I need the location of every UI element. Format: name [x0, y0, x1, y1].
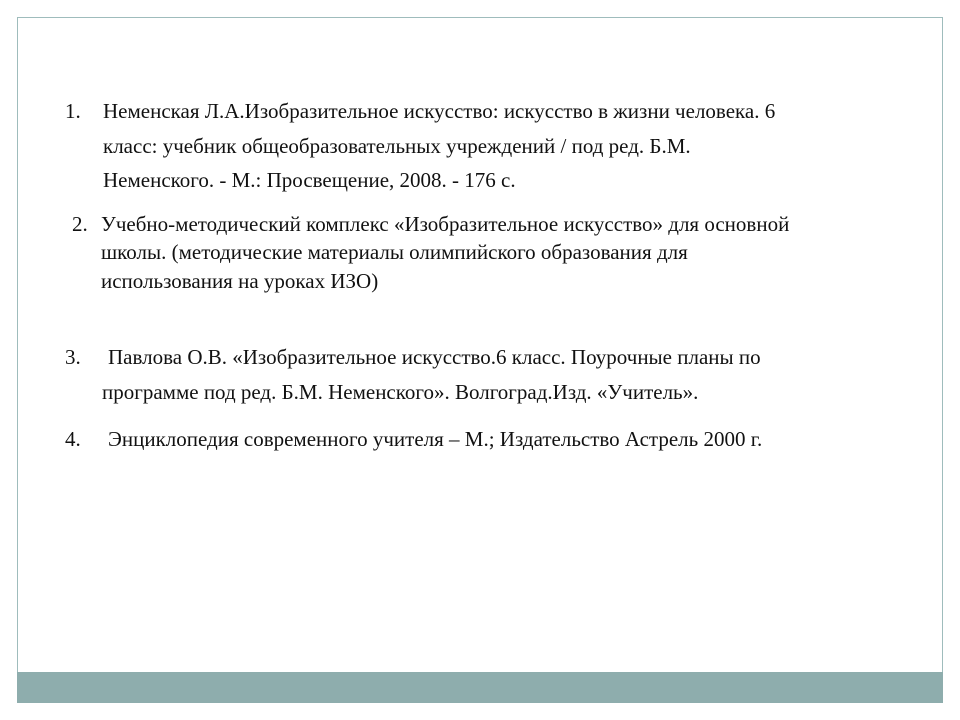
reference-line: Павлова О.В. «Изобразительное искусство.6 класс. Поурочные планы по [108, 345, 761, 369]
reference-line: Энциклопедия современного учителя – М.; Издательство Астрель 2000 г. [108, 427, 763, 451]
footer-bar [17, 672, 943, 703]
reference-line: Учебно-методический комплекс «Изобразительное искусство» для основной [101, 212, 790, 236]
reference-number: 2. [72, 212, 88, 236]
reference-line: школы. (методические материалы олимпийского образования для [101, 240, 688, 264]
reference-number: 4. [65, 427, 81, 451]
reference-line: Неменская Л.А.Изобразительное искусство: искусство в жизни человека. 6 [103, 99, 776, 123]
reference-line: класс: учебник общеобразовательных учреждений / под ред. Б.М. [103, 134, 691, 158]
reference-number: 1. [65, 99, 81, 123]
reference-line: программе под ред. Б.М. Неменского». Волгоград.Изд. «Учитель». [102, 380, 699, 404]
reference-line: Неменского. - М.: Просвещение, 2008. - 176 с. [103, 168, 516, 192]
reference-line: использования на уроках ИЗО) [101, 269, 379, 293]
reference-number: 3. [65, 345, 81, 369]
